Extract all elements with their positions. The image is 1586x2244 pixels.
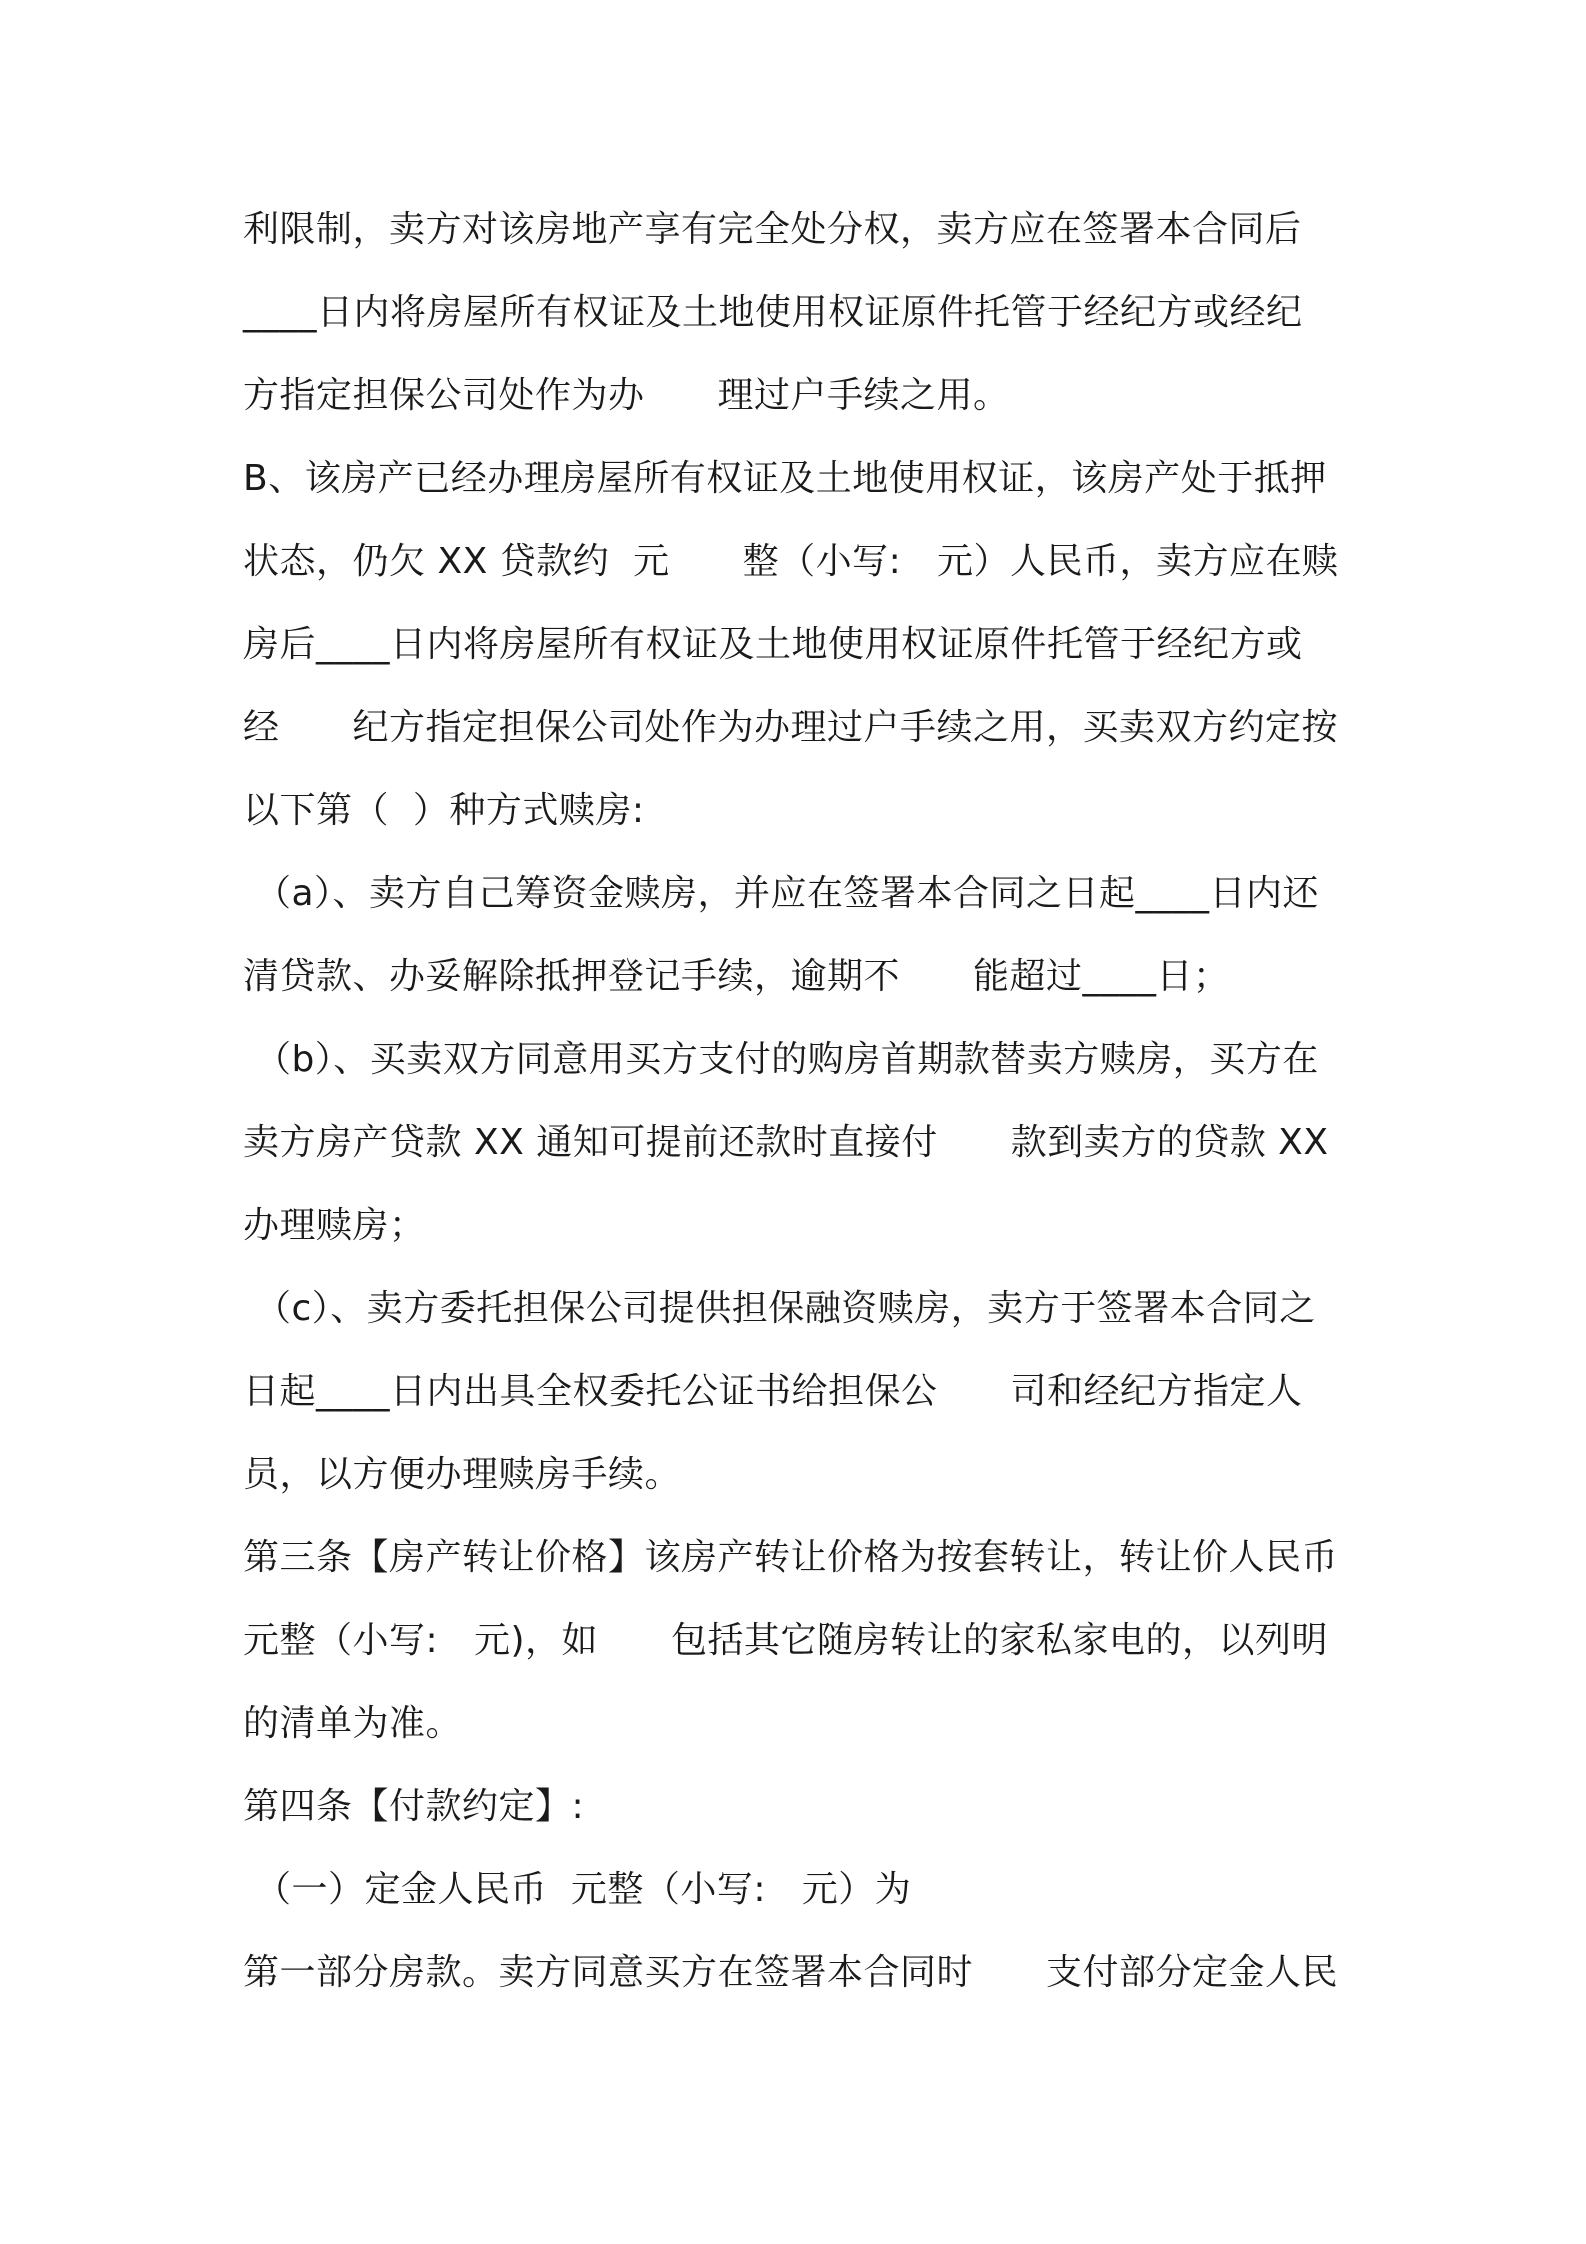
text-line: （a）、卖方自己筹资金赎房，并应在签署本合同之日起____日内还 [243,873,1320,914]
text-line: B、该房产已经办理房屋所有权证及土地使用权证，该房产处于抵押 [243,458,1327,499]
text-line: （一）定金人民币 元整（小写: 元）为 [243,1869,912,1910]
text-line: （b）、买卖双方同意用买方支付的购房首期款替卖方赎房，买方在 [243,1039,1319,1080]
text-line: 经 纪方指定担保公司处作为办理过户手续之用，买卖双方约定按 [243,707,1339,748]
text-line: 第三条【房产转让价格】该房产转让价格为按套转让，转让价人民币 [243,1537,1339,1578]
text-line: 第一部分房款。卖方同意买方在签署本合同时 支付部分定金人民 [243,1952,1339,1993]
text-line: 办理赎房； [243,1205,426,1246]
text-line: 清贷款、办妥解除抵押登记手续，逾期不 能超过____日； [243,956,1230,997]
text-line: 卖方房产贷款 XX 通知可提前还款时直接付 款到卖方的贷款 XX [243,1122,1329,1163]
text-line: 第四条【付款约定】: [243,1786,585,1827]
contract-text-body [243,199,1358,2025]
text-line: 利限制，卖方对该房地产享有完全处分权，卖方应在签署本合同后 [243,209,1302,250]
text-line: ____日内将房屋所有权证及土地使用权证原件托管于经纪方或经纪 [243,292,1303,333]
text-line: 方指定担保公司处作为办 理过户手续之用。 [243,375,1010,416]
text-line: 房后____日内将房屋所有权证及土地使用权证原件托管于经纪方或 [243,624,1303,665]
text-line: 员，以方便办理赎房手续。 [243,1454,682,1495]
text-line: 日起____日内出具全权委托公证书给担保公 司和经纪方指定人 [243,1371,1303,1412]
text-line: 元整（小写: 元)，如 包括其它随房转让的家私家电的，以列明 [243,1620,1329,1661]
text-line: （c）、卖方委托担保公司提供担保融资赎房，卖方于签署本合同之 [243,1288,1316,1329]
text-line: 的清单为准。 [243,1703,463,1744]
text-line: 状态，仍欠 XX 贷款约 元 整（小写: 元）人民币，卖方应在赎 [243,541,1339,582]
text-line: 以下第（ ）种方式赎房: [243,790,645,831]
